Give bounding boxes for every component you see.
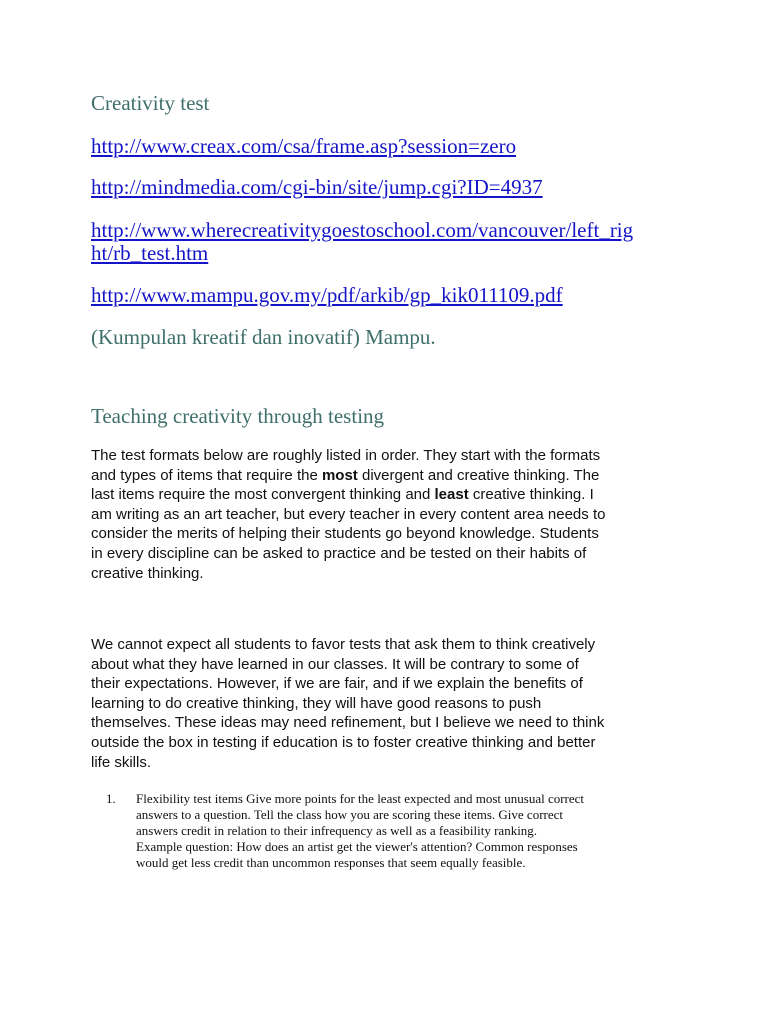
para2-line: outside the box in testing if education is to foster creative thinking and better [91, 733, 596, 751]
para2-line: life skills. [91, 753, 152, 771]
para2-line: We cannot expect all students to favor tests that ask them to think creatively [91, 636, 596, 653]
para1-line: creative thinking. [91, 564, 204, 582]
para1-line: and types of items that require the most divergent and creative thinking. The [91, 466, 600, 484]
link-mampu[interactable]: http://www.mampu.gov.my/pdf/arkib/gp_kik011109.pdf [91, 283, 563, 307]
list-item-number: 1. [106, 791, 116, 806]
para2-line: learning to do creative thinking, they will have good reasons to push [91, 694, 542, 712]
paragraph-cannot-expect [91, 635, 691, 772]
para2-line: themselves. These ideas may need refinement, but I believe we need to think [91, 714, 605, 732]
kumpulan-text: (Kumpulan kreatif dan inovatif) Mampu. [91, 325, 436, 349]
list-item-line: Flexibility test items Give more points for the least expected and most unusual correct [136, 791, 585, 806]
heading-creativity-test: Creativity test [91, 91, 210, 115]
link-wherecreativity-line1[interactable]: http://www.wherecreativitygoestoschool.com/vancouver/left_rig [91, 218, 634, 242]
para1-line: last items require the most convergent thinking and least creative thinking. I [91, 486, 594, 504]
list-item-line: answers to a question. Tell the class how you are scoring these items. Give correct [136, 807, 564, 822]
para2-line: about what they have learned in our classes. It will be contrary to some of [91, 655, 579, 673]
para2-line: their expectations. However, if we are fair, and if we explain the benefits of [91, 675, 583, 693]
heading-teaching-creativity: Teaching creativity through testing [91, 404, 385, 428]
bold-least: least [434, 486, 469, 504]
bold-most: most [321, 466, 358, 484]
list-item-line: would get less credit than uncommon responses that seem equally feasible. [136, 855, 526, 870]
para1-line: consider the merits of helping their students go beyond knowledge. Students [91, 525, 599, 543]
para1-line: am writing as an art teacher, but every teacher in every content area needs to [91, 505, 606, 523]
list-item-body [136, 791, 584, 871]
list-item-line: Example question: How does an artist get the viewer's attention? Common responses [136, 839, 578, 854]
paragraph-test-formats [91, 446, 691, 583]
list-item-line: answers credit in relation to their infrequency as well as a feasibility ranking. [136, 823, 538, 838]
link-creax[interactable]: http://www.creax.com/csa/frame.asp?session=zero [91, 134, 517, 158]
link-mindmedia[interactable]: http://mindmedia.com/cgi-bin/site/jump.cgi?ID=4937 [91, 175, 543, 199]
para1-line: in every discipline can be asked to practice and be tested on their habits of [91, 544, 587, 562]
para1-line: The test formats below are roughly listed in order. They start with the formats [91, 447, 601, 464]
link-wherecreativity-line2[interactable]: ht/rb_test.htm [91, 241, 209, 265]
